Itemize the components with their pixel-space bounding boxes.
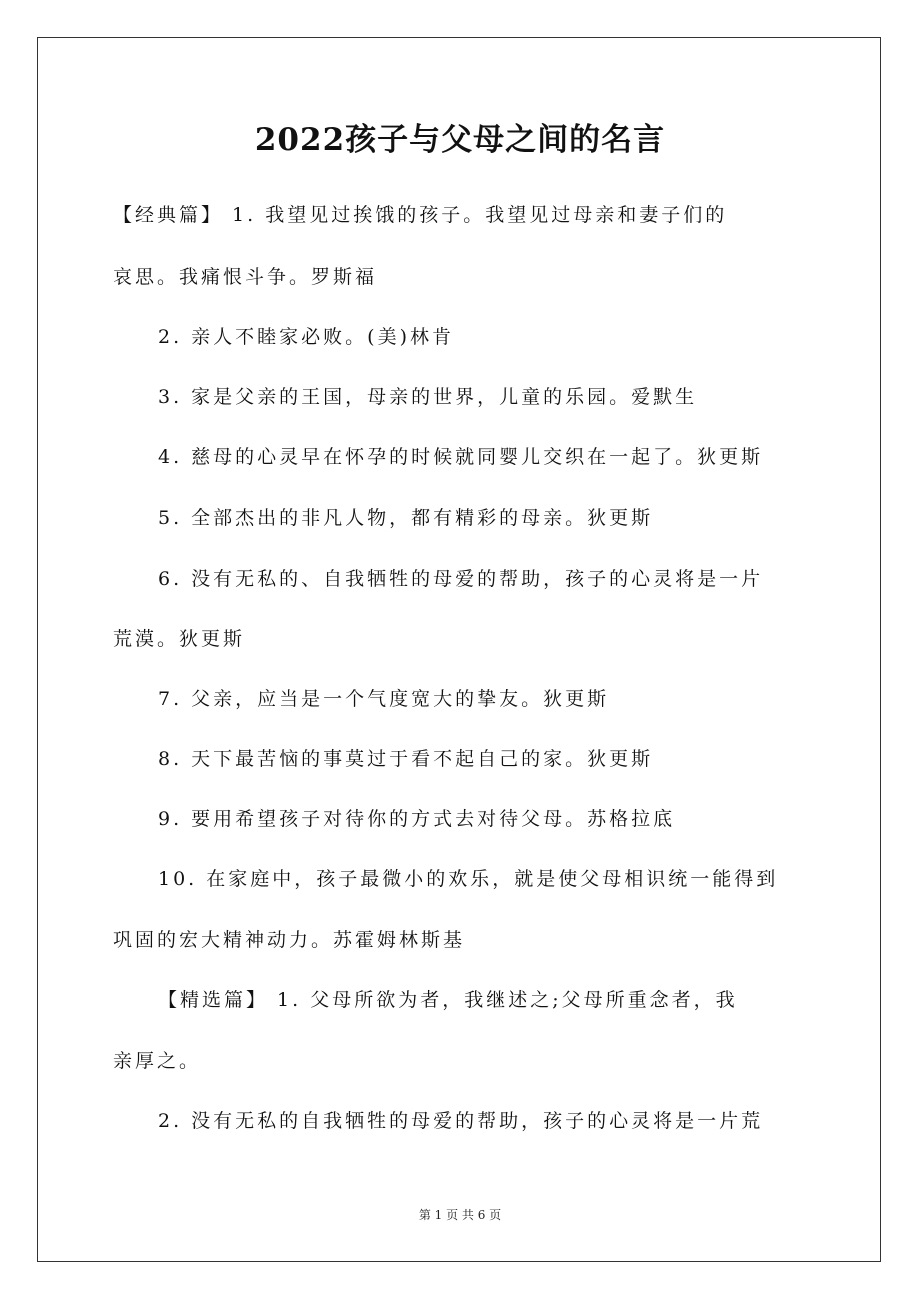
- text-line: 7. 父亲，应当是一个气度宽大的挚友。狄更斯: [158, 688, 610, 710]
- text-line: 3. 家是父亲的王国，母亲的世界，儿童的乐园。爱默生: [158, 386, 698, 408]
- text-line: 2. 没有无私的自我牺牲的母爱的帮助，孩子的心灵将是一片荒: [158, 1110, 764, 1132]
- text-line: 巩固的宏大精神动力。苏霍姆林斯基: [113, 929, 466, 951]
- text-line: 亲厚之。: [113, 1050, 202, 1072]
- text-line: 5. 全部杰出的非凡人物，都有精彩的母亲。狄更斯: [158, 507, 654, 529]
- text-line: 2. 亲人不睦家必败。(美)林肯: [158, 326, 454, 348]
- text-line: 4. 慈母的心灵早在怀孕的时候就同婴儿交织在一起了。狄更斯: [158, 446, 764, 468]
- text-line: 8. 天下最苦恼的事莫过于看不起自己的家。狄更斯: [158, 748, 654, 770]
- text-line: 【精选篇】 1. 父母所欲为者，我继述之;父母所重念者，我: [158, 989, 738, 1011]
- text-line: 哀思。我痛恨斗争。罗斯福: [113, 266, 378, 288]
- text-line: 荒漠。狄更斯: [113, 628, 246, 650]
- text-line: 9. 要用希望孩子对待你的方式去对待父母。苏格拉底: [158, 808, 676, 830]
- text-line: 10. 在家庭中，孩子最微小的欢乐，就是使父母相识统一能得到: [158, 868, 779, 890]
- document-title: 2022孩子与父母之间的名言: [254, 122, 666, 158]
- text-line: 【经典篇】 1. 我望见过挨饿的孩子。我望见过母亲和妻子们的: [113, 204, 728, 226]
- text-line: 6. 没有无私的、自我牺牲的母爱的帮助，孩子的心灵将是一片: [158, 568, 764, 590]
- page-footer: 第 1 页 共 6 页: [418, 1208, 502, 1222]
